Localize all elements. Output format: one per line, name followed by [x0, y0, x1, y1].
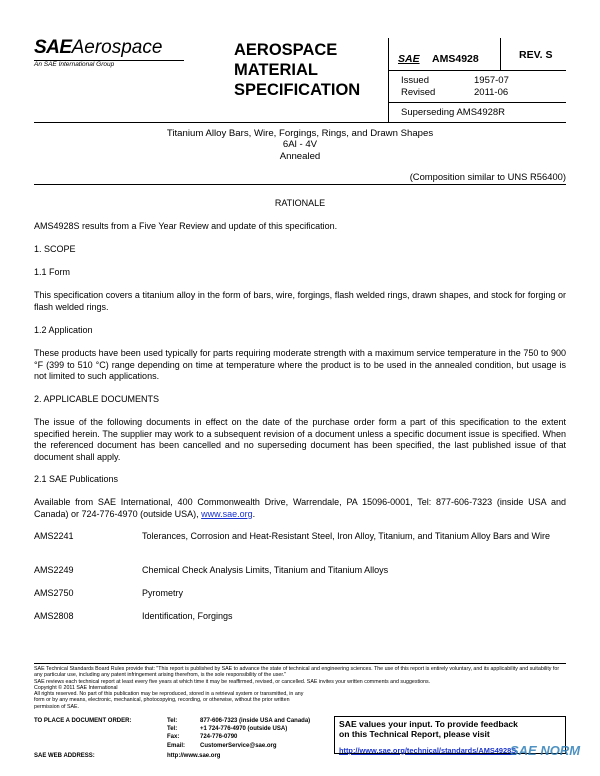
feedback-line-1: SAE values your input. To provide feedback	[339, 719, 518, 729]
section-2-1-text	[34, 497, 566, 520]
tel-value: 877-606-7323 (inside USA and Canada)	[200, 718, 311, 724]
sae-aerospace-logo	[34, 37, 194, 68]
fax-label: Fax:	[167, 734, 180, 740]
tel2-label: Tel:	[167, 726, 178, 732]
reference-code: AMS2808	[34, 611, 74, 621]
section-1-1-heading: 1.1 Form	[34, 267, 71, 277]
composition-note: (Composition similar to UNS R56400)	[409, 171, 566, 182]
review-text: SAE reviews each technical report at least every five years at which time it may be reaffirmed, revised, or cancelled. SAE invites your written comments and suggestions.	[34, 678, 431, 685]
sae-website-link[interactable]: www.sae.org	[201, 508, 253, 519]
logo-sae-text: SAE	[34, 37, 72, 58]
document-title	[34, 128, 566, 162]
reference-desc: Tolerances, Corrosion and Heat-Resistant Steel, Iron Alloy, Titanium, and Titanium Alloy Bars and Wire	[142, 531, 551, 541]
revised-label: Revised	[401, 87, 436, 98]
section-2-text: The issue of the following documents in effect on the date of the purchase order form a part of this specification to the extent specified herein. The supplier may work to a subsequent revision of a document unless a specific document issue is specified. When the referenced document has been cancelled and no superseding document has been specified, the last published issue of that document shall apply.	[34, 417, 566, 462]
title-alloy: 6Al - 4V	[282, 139, 318, 151]
doc-number: AMS4928	[432, 53, 479, 65]
feedback-line-2: on this Technical Report, please visit	[339, 729, 490, 740]
rationale-heading: RATIONALE	[274, 198, 326, 208]
section-2-1-heading: 2.1 SAE Publications	[34, 474, 119, 484]
reference-desc: Identification, Forgings	[142, 611, 233, 621]
sae-norm-watermark	[510, 742, 580, 760]
reference-desc: Pyrometry	[142, 588, 184, 598]
section-1-heading: 1. SCOPE	[34, 244, 76, 254]
issued-label: Issued	[401, 75, 429, 86]
title-line: Titanium Alloy Bars, Wire, Forgings, Rings, and Drawn Shapes	[166, 128, 434, 139]
section-1-2-text: These products have been used typically for parts requiring moderate strength with a maximum service temperature in the 750 to 900 °F (399 to 510 °C) range depending on time at temperature where the product is to be used in the annealed condition, but usage is not limited to such applications.	[34, 348, 566, 381]
board-rules-text: SAE Technical Standards Board Rules provide that: "This report is published by SAE to advance the state of technical and engineering sciences. The use of this report is entirely voluntary, and its applicability and suitability for any particular use, including any patent infringement arising therefrom, is the sole responsibility of the user."	[34, 666, 560, 679]
tel-label: Tel:	[167, 718, 178, 724]
revision-label: REV. S	[519, 49, 553, 61]
email-label: Email:	[167, 743, 186, 749]
logo-aerospace-text: Aerospace	[71, 37, 163, 58]
footer-legal	[34, 666, 566, 710]
section-1-1-text: This specification covers a titanium alloy in the form of bars, wire, forgings, flash welded rings, drawn shapes, and stock for forging or flash welded rings.	[34, 290, 566, 312]
tel2-value: +1 724-776-4970 (outside USA)	[200, 726, 288, 732]
reference-code: AMS2750	[34, 588, 74, 598]
doc-type-title	[234, 40, 360, 100]
superseding-text: Superseding AMS4928R	[401, 107, 506, 118]
mini-sae-logo: SAE	[398, 53, 420, 65]
revised-value: 2011-06	[474, 87, 509, 98]
section-2-1-period: .	[252, 508, 256, 519]
fax-value: 724-776-0790	[200, 734, 238, 740]
order-label: TO PLACE A DOCUMENT ORDER:	[34, 718, 132, 724]
issued-value: 1957-07	[474, 75, 509, 86]
feedback-link[interactable]: http://www.sae.org/technical/standards/AMS4928S	[339, 745, 517, 755]
web-value: http://www.sae.org	[167, 753, 221, 759]
doc-number-block	[398, 49, 479, 67]
title-line-3: SPECIFICATION	[234, 81, 361, 99]
section-2-1-body: Available from SAE International, 400 Commonwealth Drive, Warrendale, PA 15096-0001, Tel: 877-606-7323 (inside USA and Canada) or 724-776-4970 (outside USA),	[34, 497, 566, 519]
web-label: SAE WEB ADDRESS:	[34, 753, 95, 759]
rationale-text: AMS4928S results from a Five Year Review and update of this specification.	[34, 221, 338, 231]
title-line-1: AEROSPACE	[234, 41, 338, 59]
section-1-2-heading: 1.2 Application	[34, 325, 93, 335]
logo-group-text: An SAE International Group	[34, 61, 115, 68]
reference-desc: Chemical Check Analysis Limits, Titanium and Titanium Alloys	[142, 565, 389, 575]
copyright-text: Copyright © 2011 SAE International	[34, 684, 118, 691]
title-line-2: MATERIAL	[234, 61, 319, 79]
reference-code: AMS2241	[34, 531, 74, 541]
title-condition: Annealed	[279, 150, 321, 162]
section-2-heading: 2. APPLICABLE DOCUMENTS	[34, 394, 160, 404]
reference-code: AMS2249	[34, 565, 74, 575]
rights-text: All rights reserved. No part of this publication may be reproduced, stored in a retrieval system or transmitted, in any form or by any means, electronic, mechanical, photocopying, recording, or otherwise, without the prior written permission of SAE.	[34, 691, 304, 710]
watermark-text: SAE NORM	[510, 743, 581, 758]
email-value: CustomerService@sae.org	[200, 743, 277, 749]
